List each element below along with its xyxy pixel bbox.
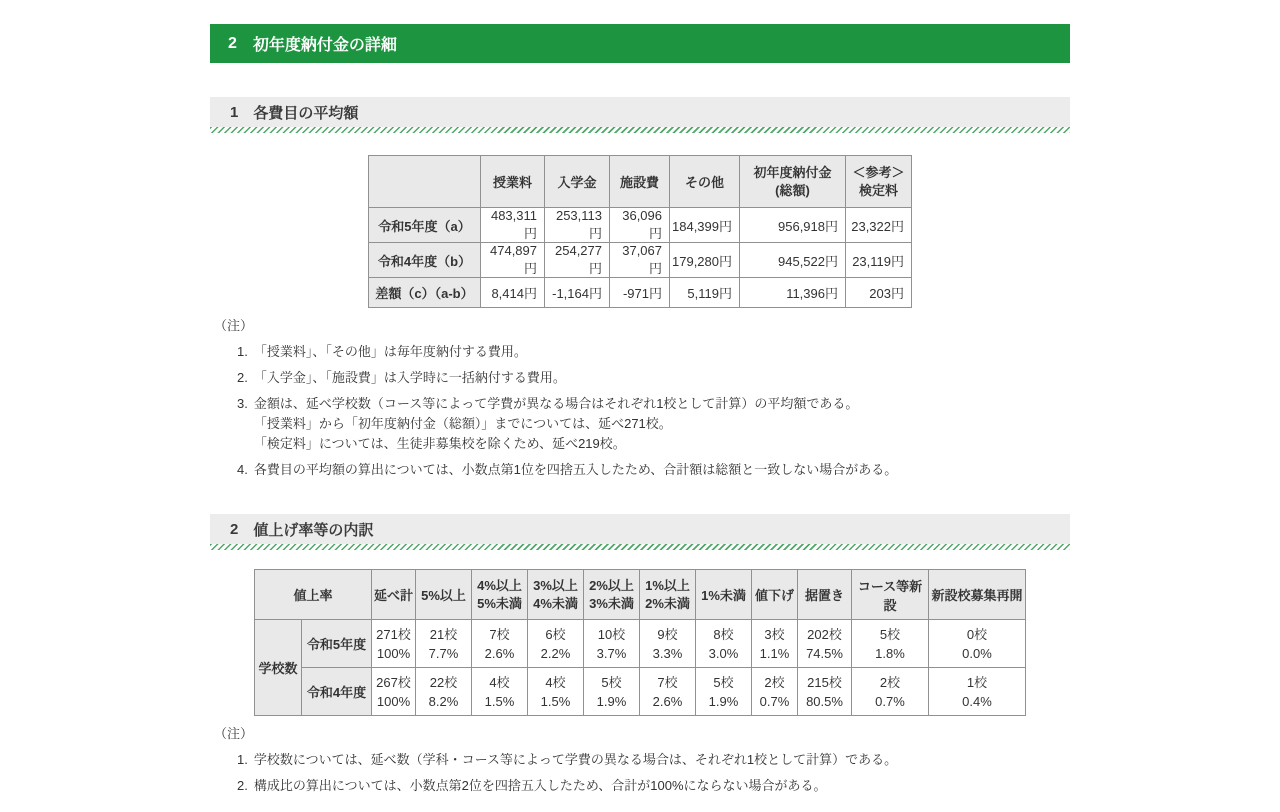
table2-cell: 21校 7.7%: [416, 620, 472, 668]
table1-header-tuition: 授業料: [481, 156, 545, 208]
notes-label: （注）: [214, 318, 254, 333]
table1-cell: 179,280円: [670, 243, 740, 278]
table2-cell: 3校 1.1%: [752, 620, 798, 668]
table1-cell: 5,119円: [670, 278, 740, 308]
section1-title: 各費目の平均額: [253, 104, 359, 122]
table2-header-unchanged: 据置き: [798, 570, 852, 620]
page-title-banner: [210, 24, 1070, 63]
table1-cell: -971円: [610, 278, 670, 308]
table2-row-label: 令和4年度: [302, 668, 372, 716]
table1-cell: 956,918円: [740, 208, 846, 243]
note-item: 3. 金額は、延べ学校数（コース等によって学費が異なる場合はそれぞれ1校として計算）の平均額である。 「授業料」から「初年度納付金（総額）」までについては、延べ271校。 「検定料」については、生徒非募集校を除くため、延べ219校。: [237, 396, 859, 451]
table2-cell: 9校 3.3%: [640, 620, 696, 668]
table2-cell: 267校 100%: [372, 668, 416, 716]
table2-cell: 202校 74.5%: [798, 620, 852, 668]
table1-row-r5: [369, 208, 912, 243]
note-item: 2. 構成比の算出については、小数点第2位を四捨五入したため、合計が100%にならない場合がある。: [237, 778, 827, 793]
rate-increase-table: [254, 569, 1026, 716]
note-item: 2. 「入学金」、「施設費」は入学時に一括納付する費用。: [237, 370, 566, 385]
table2-header-1to2: 1%以上 2%未満: [640, 570, 696, 620]
table2-cell: 0校 0.0%: [929, 620, 1026, 668]
page-content: [210, 0, 1070, 796]
section1-header: [210, 97, 1070, 127]
table1-row-label: 令和5年度（a）: [369, 208, 481, 243]
table2-cell: 5校 1.8%: [852, 620, 929, 668]
note-item: 4. 各費目の平均額の算出については、小数点第1位を四捨五入したため、合計額は総額と一致しない場合がある。: [237, 462, 898, 477]
table1-header-admission: 入学金: [545, 156, 610, 208]
table1-cell: 254,277円: [545, 243, 610, 278]
average-fees-table: [368, 155, 912, 308]
table2-cell: 1校 0.4%: [929, 668, 1026, 716]
table2-cell: 215校 80.5%: [798, 668, 852, 716]
table2-corner-cell: 値上率: [255, 570, 372, 620]
table1-header-row: [369, 156, 912, 208]
table2-rowgroup-label: 学校数: [255, 620, 302, 716]
table2-row-label: 令和5年度: [302, 620, 372, 668]
table2-header-new-school: 新設校募集再開: [929, 570, 1026, 620]
table2-cell: 4校 1.5%: [528, 668, 584, 716]
table1-header-total: 初年度納付金 (総額): [740, 156, 846, 208]
table2-cell: 10校 3.7%: [584, 620, 640, 668]
table2-header-5up: 5%以上: [416, 570, 472, 620]
table2-cell: 5校 1.9%: [584, 668, 640, 716]
table1-header-other: その他: [670, 156, 740, 208]
table1-cell: 203円: [846, 278, 912, 308]
section2-notes: [210, 724, 1070, 796]
table2-header-row: [255, 570, 1026, 620]
table1-cell: 253,113円: [545, 208, 610, 243]
table1-cell: 36,096円: [610, 208, 670, 243]
section1-hatch-divider: [210, 127, 1070, 133]
table1-cell: 23,119円: [846, 243, 912, 278]
table2-header-total: 延べ計: [372, 570, 416, 620]
table2-header-under1: 1%未満: [696, 570, 752, 620]
table2-cell: 4校 1.5%: [472, 668, 528, 716]
table1-cell: 11,396円: [740, 278, 846, 308]
table2-cell: 6校 2.2%: [528, 620, 584, 668]
table2-cell: 7校 2.6%: [472, 620, 528, 668]
page-title: 初年度納付金の詳細: [252, 37, 397, 54]
table2-header-decrease: 値下げ: [752, 570, 798, 620]
table2-row-r5: [255, 620, 1026, 668]
table1-cell: 8,414円: [481, 278, 545, 308]
table2-cell: 7校 2.6%: [640, 668, 696, 716]
table2-header-3to4: 3%以上 4%未満: [528, 570, 584, 620]
section2-hatch-divider: [210, 544, 1070, 550]
table1-cell: 483,311円: [481, 208, 545, 243]
table2-cell: 271校 100%: [372, 620, 416, 668]
table1-corner-cell: [369, 156, 481, 208]
section2-title: 値上げ率等の内訳: [253, 521, 374, 539]
section1-notes: [210, 316, 1070, 480]
table1-cell: 945,522円: [740, 243, 846, 278]
table2-header-2to3: 2%以上 3%未満: [584, 570, 640, 620]
table1-cell: 474,897円: [481, 243, 545, 278]
table2-cell: 22校 8.2%: [416, 668, 472, 716]
table1-cell: 37,067円: [610, 243, 670, 278]
table2-cell: 5校 1.9%: [696, 668, 752, 716]
table2-header-new-course: コース等新設: [852, 570, 929, 620]
table1-cell: 184,399円: [670, 208, 740, 243]
table1-cell: -1,164円: [545, 278, 610, 308]
table2-cell: 2校 0.7%: [852, 668, 929, 716]
table1-header-exam-fee: ＜参考＞ 検定料: [846, 156, 912, 208]
table1-cell: 23,322円: [846, 208, 912, 243]
section2-header: [210, 514, 1070, 544]
table1-row-r4: [369, 243, 912, 278]
table2-row-r4: [255, 668, 1026, 716]
section1-number: 1: [230, 103, 239, 121]
table2-cell: 8校 3.0%: [696, 620, 752, 668]
banner-number: 2: [228, 34, 237, 52]
table2-cell: 2校 0.7%: [752, 668, 798, 716]
note-item: 1. 「授業料」、「その他」は毎年度納付する費用。: [237, 344, 527, 359]
table1-row-label: 差額（c）（a-b）: [369, 278, 481, 308]
table1-row-label: 令和4年度（b）: [369, 243, 481, 278]
table1-header-facility: 施設費: [610, 156, 670, 208]
section2-number: 2: [230, 520, 239, 538]
notes-label: （注）: [214, 726, 254, 741]
note-item: 1. 学校数については、延べ数（学科・コース等によって学費の異なる場合は、それぞれ1校として計算）である。: [237, 752, 898, 767]
table2-header-4to5: 4%以上 5%未満: [472, 570, 528, 620]
table1-row-diff: [369, 278, 912, 308]
